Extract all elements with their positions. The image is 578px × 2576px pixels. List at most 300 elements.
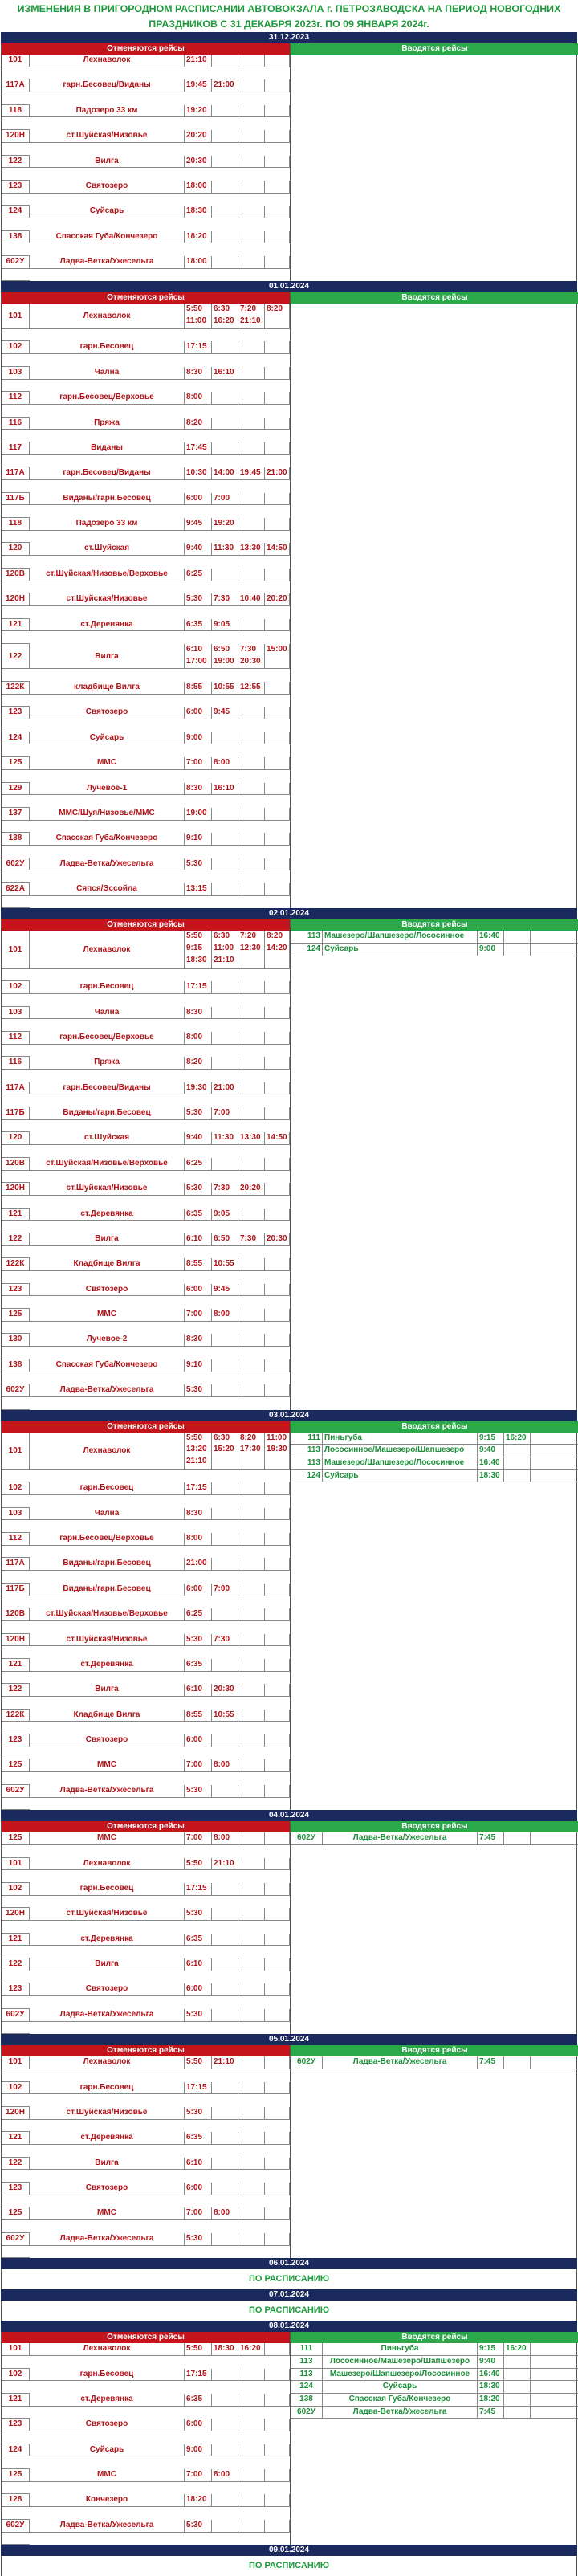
date-header: 09.01.2024 <box>1 2545 577 2556</box>
table-row <box>2 1209 290 1233</box>
departure-time <box>265 2520 290 2533</box>
time-value <box>240 2494 264 2506</box>
departure-time <box>238 55 265 67</box>
route-number: 123 <box>2 181 30 194</box>
departure-time <box>265 105 290 118</box>
time-value: 9:00 <box>186 2444 203 2454</box>
departure-time <box>265 2082 290 2095</box>
added-header: Вводятся рейсы <box>291 919 578 931</box>
departure-time <box>185 1634 212 1647</box>
departure-time <box>185 1684 212 1697</box>
time-value <box>214 2132 238 2144</box>
time-value <box>214 256 238 268</box>
route-number: 138 <box>2 833 30 846</box>
table-row <box>2 1007 290 1032</box>
time-value: 6:25 <box>186 1609 203 1619</box>
departure-time <box>265 418 290 430</box>
by-schedule-note: ПО РАСПИСАНИЮ <box>1 2301 577 2321</box>
empty-cell <box>2 969 30 982</box>
time-value <box>267 2056 289 2069</box>
departure-time <box>185 2369 212 2382</box>
route-number: 101 <box>2 2056 30 2069</box>
time-value: 5:50 <box>186 1858 203 1868</box>
route-number: 602У <box>291 2056 323 2069</box>
empty-cell <box>2 455 30 468</box>
time-value: 8:00 <box>186 1032 203 1041</box>
time-value <box>214 2107 238 2119</box>
time-value <box>240 231 264 243</box>
route-number: 117А <box>2 1558 30 1571</box>
time-value: 8:20 <box>186 418 203 427</box>
table-row <box>2 1983 290 2008</box>
cancelled-table <box>2 292 290 908</box>
route-name: Пряжа <box>30 1057 185 1070</box>
table-row <box>2 1107 290 1132</box>
added-table <box>290 292 578 908</box>
departure-time <box>238 2158 265 2170</box>
departure-time <box>238 1508 265 1521</box>
time-value <box>214 2394 238 2406</box>
route-number: 124 <box>291 2381 323 2394</box>
table-row <box>2 1334 290 1359</box>
table-row <box>2 1558 290 1583</box>
time-value <box>267 130 289 142</box>
route-name: Ладва-Ветка/Ужесельга <box>30 2520 185 2533</box>
departure-time <box>185 467 212 480</box>
time-value: 6:25 <box>186 569 203 578</box>
departure-time <box>265 1508 290 1521</box>
time-value <box>267 1710 289 1722</box>
time-value: 5:30 <box>186 1634 203 1644</box>
time-value: 13:15 <box>186 884 207 894</box>
route-name: Виданы/гарн.Бесовец <box>30 1584 185 1596</box>
route-name: Лехнаволок <box>30 304 185 328</box>
departure-time <box>185 1482 212 1495</box>
departure-time <box>212 543 238 556</box>
route-name: Падозеро 33 км <box>30 105 185 118</box>
table-row <box>2 2369 290 2394</box>
time-value <box>240 981 264 993</box>
empty-cell <box>531 1445 578 1457</box>
route-number: 122 <box>2 644 30 669</box>
time-value: 6:35 <box>186 1934 203 1943</box>
departure-time <box>504 2394 531 2407</box>
cancelled-table <box>2 1421 290 1811</box>
time-value: 19:20 <box>214 519 234 528</box>
time-value <box>214 1785 238 1797</box>
departure-time <box>265 883 290 896</box>
table-row <box>291 1457 578 1470</box>
table-row <box>2 1858 290 1883</box>
cancelled-header: Отменяются рейсы <box>2 1421 290 1433</box>
time-value: 14:50 <box>267 1133 287 1143</box>
route-number: 112 <box>2 1533 30 1546</box>
departure-time <box>265 833 290 846</box>
route-number: 602У <box>2 256 30 269</box>
date-header: 06.01.2024 <box>1 2258 577 2269</box>
added-header: Вводятся рейсы <box>291 1821 578 1832</box>
route-number: 121 <box>2 1659 30 1672</box>
departure-time <box>185 130 212 143</box>
cancelled-header: Отменяются рейсы <box>2 43 290 55</box>
departure-time <box>238 79 265 92</box>
departure-time <box>238 1858 265 1871</box>
time-value <box>240 2369 264 2381</box>
departure-time <box>212 1785 238 1798</box>
empty-cell <box>2 1946 30 1958</box>
time-value <box>267 367 289 379</box>
table-row <box>2 181 290 206</box>
departure-time <box>185 156 212 169</box>
empty-cell <box>2 269 30 282</box>
departure-time <box>265 569 290 581</box>
route-number: 116 <box>2 1057 30 1070</box>
route-number: 112 <box>2 1032 30 1045</box>
route-name: гарн.Бесовец <box>30 1482 185 1495</box>
route-number: 122 <box>2 2158 30 2170</box>
empty-cell <box>2 2094 30 2107</box>
time-value: 6:50 <box>214 644 230 654</box>
departure-time <box>265 442 290 455</box>
route-number: 137 <box>2 808 30 821</box>
table-row <box>2 2009 290 2034</box>
departure-time <box>265 1082 290 1095</box>
departure-time <box>238 156 265 169</box>
departure-time <box>238 1082 265 1095</box>
route-number: 118 <box>2 518 30 531</box>
empty-cell <box>2 505 30 518</box>
departure-time <box>265 1858 290 1871</box>
time-value: 7:30 <box>214 594 230 604</box>
time-value: 6:30 <box>214 931 230 941</box>
time-value: 8:30 <box>186 1508 203 1518</box>
time-value <box>240 2009 264 2021</box>
time-value <box>214 206 238 218</box>
departure-time: 16:20 <box>504 2343 531 2356</box>
departure-time: 18:30 <box>478 2381 504 2394</box>
table-row <box>2 1832 290 1857</box>
time-value: 10:55 <box>214 683 234 692</box>
time-value <box>267 2233 289 2245</box>
departure-time <box>265 858 290 871</box>
table-row <box>2 2520 290 2545</box>
departure-time <box>265 783 290 796</box>
departure-time <box>265 1659 290 1672</box>
empty-cell <box>2 1697 30 1710</box>
departure-time <box>265 2056 290 2069</box>
departure-time <box>238 1759 265 1772</box>
time-value: 17:15 <box>186 2369 207 2378</box>
time-value <box>267 1983 289 1995</box>
day-section <box>1 1421 577 1811</box>
departure-time <box>212 341 238 354</box>
route-name: гарн.Бесовец <box>30 2082 185 2095</box>
time-value: 7:00 <box>214 493 230 503</box>
time-value <box>267 757 289 769</box>
time-value <box>240 1734 264 1747</box>
time-value <box>240 569 264 581</box>
route-name: ст.Шуйская/Низовье <box>30 1183 185 1196</box>
title-line-2: ПРАЗДНИКОВ С 31 ДЕКАБРЯ 2023г. ПО 09 ЯНВАРЯ 2024г. <box>149 18 429 30</box>
time-value <box>240 1456 264 1468</box>
departure-time <box>265 1284 290 1297</box>
time-value <box>240 442 264 454</box>
route-name: ММС <box>30 2207 185 2220</box>
empty-cell <box>531 1457 578 1470</box>
empty-cell <box>2 2356 30 2369</box>
empty-cell <box>2 1571 30 1584</box>
departure-time <box>185 1334 212 1347</box>
time-value: 5:50 <box>186 304 203 314</box>
time-value: 19:30 <box>186 1082 207 1092</box>
departure-time <box>185 1734 212 1747</box>
route-name: Святозеро <box>30 2183 185 2195</box>
route-name: Пиньгуба <box>323 1433 478 1445</box>
departure-time: 9:15 <box>478 1433 504 1445</box>
time-value <box>267 783 289 795</box>
departure-time <box>185 1983 212 1996</box>
departure-time <box>265 1908 290 1921</box>
time-value <box>267 105 289 117</box>
time-value: 14:20 <box>267 944 287 953</box>
time-value <box>240 833 264 845</box>
departure-time <box>238 783 265 796</box>
route-name: Лехнаволок <box>30 931 185 968</box>
route-number: 113 <box>291 1445 323 1457</box>
departure-time <box>185 1032 212 1045</box>
time-value <box>240 206 264 218</box>
departure-time <box>265 518 290 531</box>
table-row <box>2 2107 290 2132</box>
departure-time <box>185 1057 212 1070</box>
table-row <box>2 2444 290 2469</box>
route-number: 102 <box>2 1883 30 1896</box>
by-schedule-note: ПО РАСПИСАНИЮ <box>1 2556 577 2576</box>
time-value <box>214 418 238 430</box>
table-row <box>2 2469 290 2494</box>
departure-time <box>238 231 265 244</box>
departure-time <box>212 682 238 695</box>
time-value: 14:50 <box>267 544 287 553</box>
cancelled-header: Отменяются рейсы <box>2 919 290 931</box>
departure-time <box>504 931 531 944</box>
departure-time <box>238 1032 265 1045</box>
departure-time <box>185 518 212 531</box>
departure-time <box>238 981 265 994</box>
route-name: Ладва-Ветка/Ужесельга <box>323 1832 478 1845</box>
empty-cell <box>2 581 30 594</box>
departure-time <box>212 2343 238 2356</box>
empty-cell <box>2 1070 30 1082</box>
route-number: 120 <box>2 1132 30 1145</box>
departure-time <box>212 467 238 480</box>
time-value: 6:00 <box>186 707 203 717</box>
route-name: Лехнаволок <box>30 2056 185 2069</box>
time-value: 6:10 <box>186 644 203 654</box>
time-value <box>267 1057 289 1069</box>
empty-cell <box>2 631 30 644</box>
departure-time <box>238 833 265 846</box>
time-value <box>214 181 238 193</box>
table-row <box>2 883 290 908</box>
time-value: 8:00 <box>214 2470 230 2480</box>
route-name: Виданы/гарн.Бесовец <box>30 1558 185 1571</box>
time-value <box>267 682 289 694</box>
time-value: 21:00 <box>186 1559 207 1568</box>
route-name: ст.Шуйская/Низовье <box>30 593 185 606</box>
time-value <box>240 1934 264 1946</box>
route-name: Святозеро <box>30 1284 185 1297</box>
route-name: гарн.Бесовец <box>30 981 185 994</box>
route-name: ст.Шуйская/Низовье/Верховье <box>30 569 185 581</box>
time-value: 16:10 <box>214 367 234 377</box>
departure-time <box>212 105 238 118</box>
time-value <box>214 2233 238 2245</box>
departure-time <box>265 79 290 92</box>
day-section <box>1 1821 577 2034</box>
departure-time <box>212 181 238 194</box>
time-value <box>214 2520 238 2532</box>
time-value: 8:20 <box>267 304 283 314</box>
route-number: 120Н <box>2 1908 30 1921</box>
departure-time <box>238 1107 265 1120</box>
empty-cell <box>2 770 30 783</box>
departure-time <box>212 2207 238 2220</box>
time-value: 7:00 <box>214 1108 230 1118</box>
route-name: Виданы/гарн.Бесовец <box>30 493 185 506</box>
route-name: Вилга <box>30 1684 185 1697</box>
time-value: 11:30 <box>214 1133 234 1143</box>
time-value <box>214 1908 238 1920</box>
time-value: 6:35 <box>186 1659 203 1669</box>
time-value <box>240 1759 264 1771</box>
time-value <box>214 2444 238 2456</box>
time-value: 5:30 <box>186 594 203 604</box>
time-value <box>267 1334 289 1346</box>
time-value <box>240 493 264 505</box>
route-number: 123 <box>2 1284 30 1297</box>
route-name: Лехнаволок <box>30 2343 185 2356</box>
time-value: 19:00 <box>214 656 234 666</box>
route-number: 125 <box>2 1759 30 1772</box>
route-name: Падозеро 33 км <box>30 518 185 531</box>
route-number: 124 <box>291 1470 323 1483</box>
departure-time <box>212 1958 238 1971</box>
empty-cell <box>2 795 30 808</box>
time-value: 16:20 <box>214 316 234 326</box>
empty-cell <box>2 1870 30 1883</box>
route-number: 138 <box>2 1359 30 1372</box>
departure-time: 7:45 <box>478 2407 504 2419</box>
route-name: Лехнаволок <box>30 1858 185 1871</box>
time-value: 13:30 <box>240 1133 261 1143</box>
departure-time <box>212 1132 238 1145</box>
departure-time <box>212 1233 238 1246</box>
table-row <box>2 341 290 366</box>
departure-time <box>238 1958 265 1971</box>
time-value <box>267 1608 289 1620</box>
table-row <box>2 2419 290 2444</box>
route-name: Кладбище Вилга <box>30 1258 185 1271</box>
departure-time <box>265 1983 290 1996</box>
time-value <box>267 55 289 67</box>
cancelled-header: Отменяются рейсы <box>2 1821 290 1832</box>
time-value: 8:20 <box>240 1433 257 1442</box>
time-value: 8:55 <box>186 683 203 692</box>
departure-time <box>238 1359 265 1372</box>
departure-time <box>265 2343 290 2356</box>
departure-time <box>265 644 290 669</box>
time-value: 7:30 <box>240 1233 257 1243</box>
departure-time <box>185 1934 212 1946</box>
departure-time <box>185 1132 212 1145</box>
departure-time <box>185 732 212 745</box>
time-value <box>240 732 264 744</box>
departure-time <box>238 569 265 581</box>
empty-cell <box>2 1722 30 1734</box>
departure-time <box>265 1785 290 1798</box>
table-row <box>2 931 290 981</box>
day-section <box>1 43 577 281</box>
time-value: 8:55 <box>186 1259 203 1269</box>
departure-time <box>238 1433 265 1470</box>
route-name: гарн.Бесовец/Верховье <box>30 1533 185 1546</box>
route-number: 125 <box>2 2207 30 2220</box>
time-value <box>267 1558 289 1570</box>
cancelled-header: Отменяются рейсы <box>2 2045 290 2056</box>
time-value: 9:15 <box>186 944 203 953</box>
table-row <box>2 1710 290 1734</box>
departure-time <box>212 1832 238 1845</box>
table-row <box>2 2056 290 2081</box>
departure-time <box>238 2444 265 2457</box>
time-value <box>240 2207 264 2219</box>
table-row <box>2 55 290 79</box>
departure-time <box>185 783 212 796</box>
departure-time <box>185 1584 212 1596</box>
time-value: 8:30 <box>186 1335 203 1344</box>
time-value: 18:30 <box>214 2344 234 2354</box>
time-value <box>240 181 264 193</box>
departure-time <box>212 2520 238 2533</box>
schedule-page <box>1 0 577 2576</box>
departure-time <box>212 130 238 143</box>
departure-time <box>212 156 238 169</box>
time-value <box>267 981 289 993</box>
table-row <box>2 644 290 682</box>
departure-time <box>238 1734 265 1747</box>
route-name: Лехнаволок <box>30 55 185 67</box>
table-row <box>2 2082 290 2107</box>
table-row <box>2 1284 290 1309</box>
time-value: 17:30 <box>240 1445 261 1454</box>
departure-time <box>212 732 238 745</box>
time-value: 11:30 <box>214 544 234 553</box>
table-row <box>291 2343 578 2356</box>
route-name: Спасская Губа/Кончезеро <box>30 833 185 846</box>
time-value: 18:00 <box>186 181 207 190</box>
departure-time <box>185 1082 212 1095</box>
departure-time <box>185 341 212 354</box>
departure-time <box>212 2233 238 2246</box>
date-header: 03.01.2024 <box>1 1410 577 1421</box>
route-number: 103 <box>2 1007 30 1020</box>
added-table <box>290 2045 578 2258</box>
table-row <box>2 2394 290 2419</box>
time-value <box>214 1359 238 1372</box>
route-number: 120Н <box>2 593 30 606</box>
table-row <box>2 783 290 808</box>
